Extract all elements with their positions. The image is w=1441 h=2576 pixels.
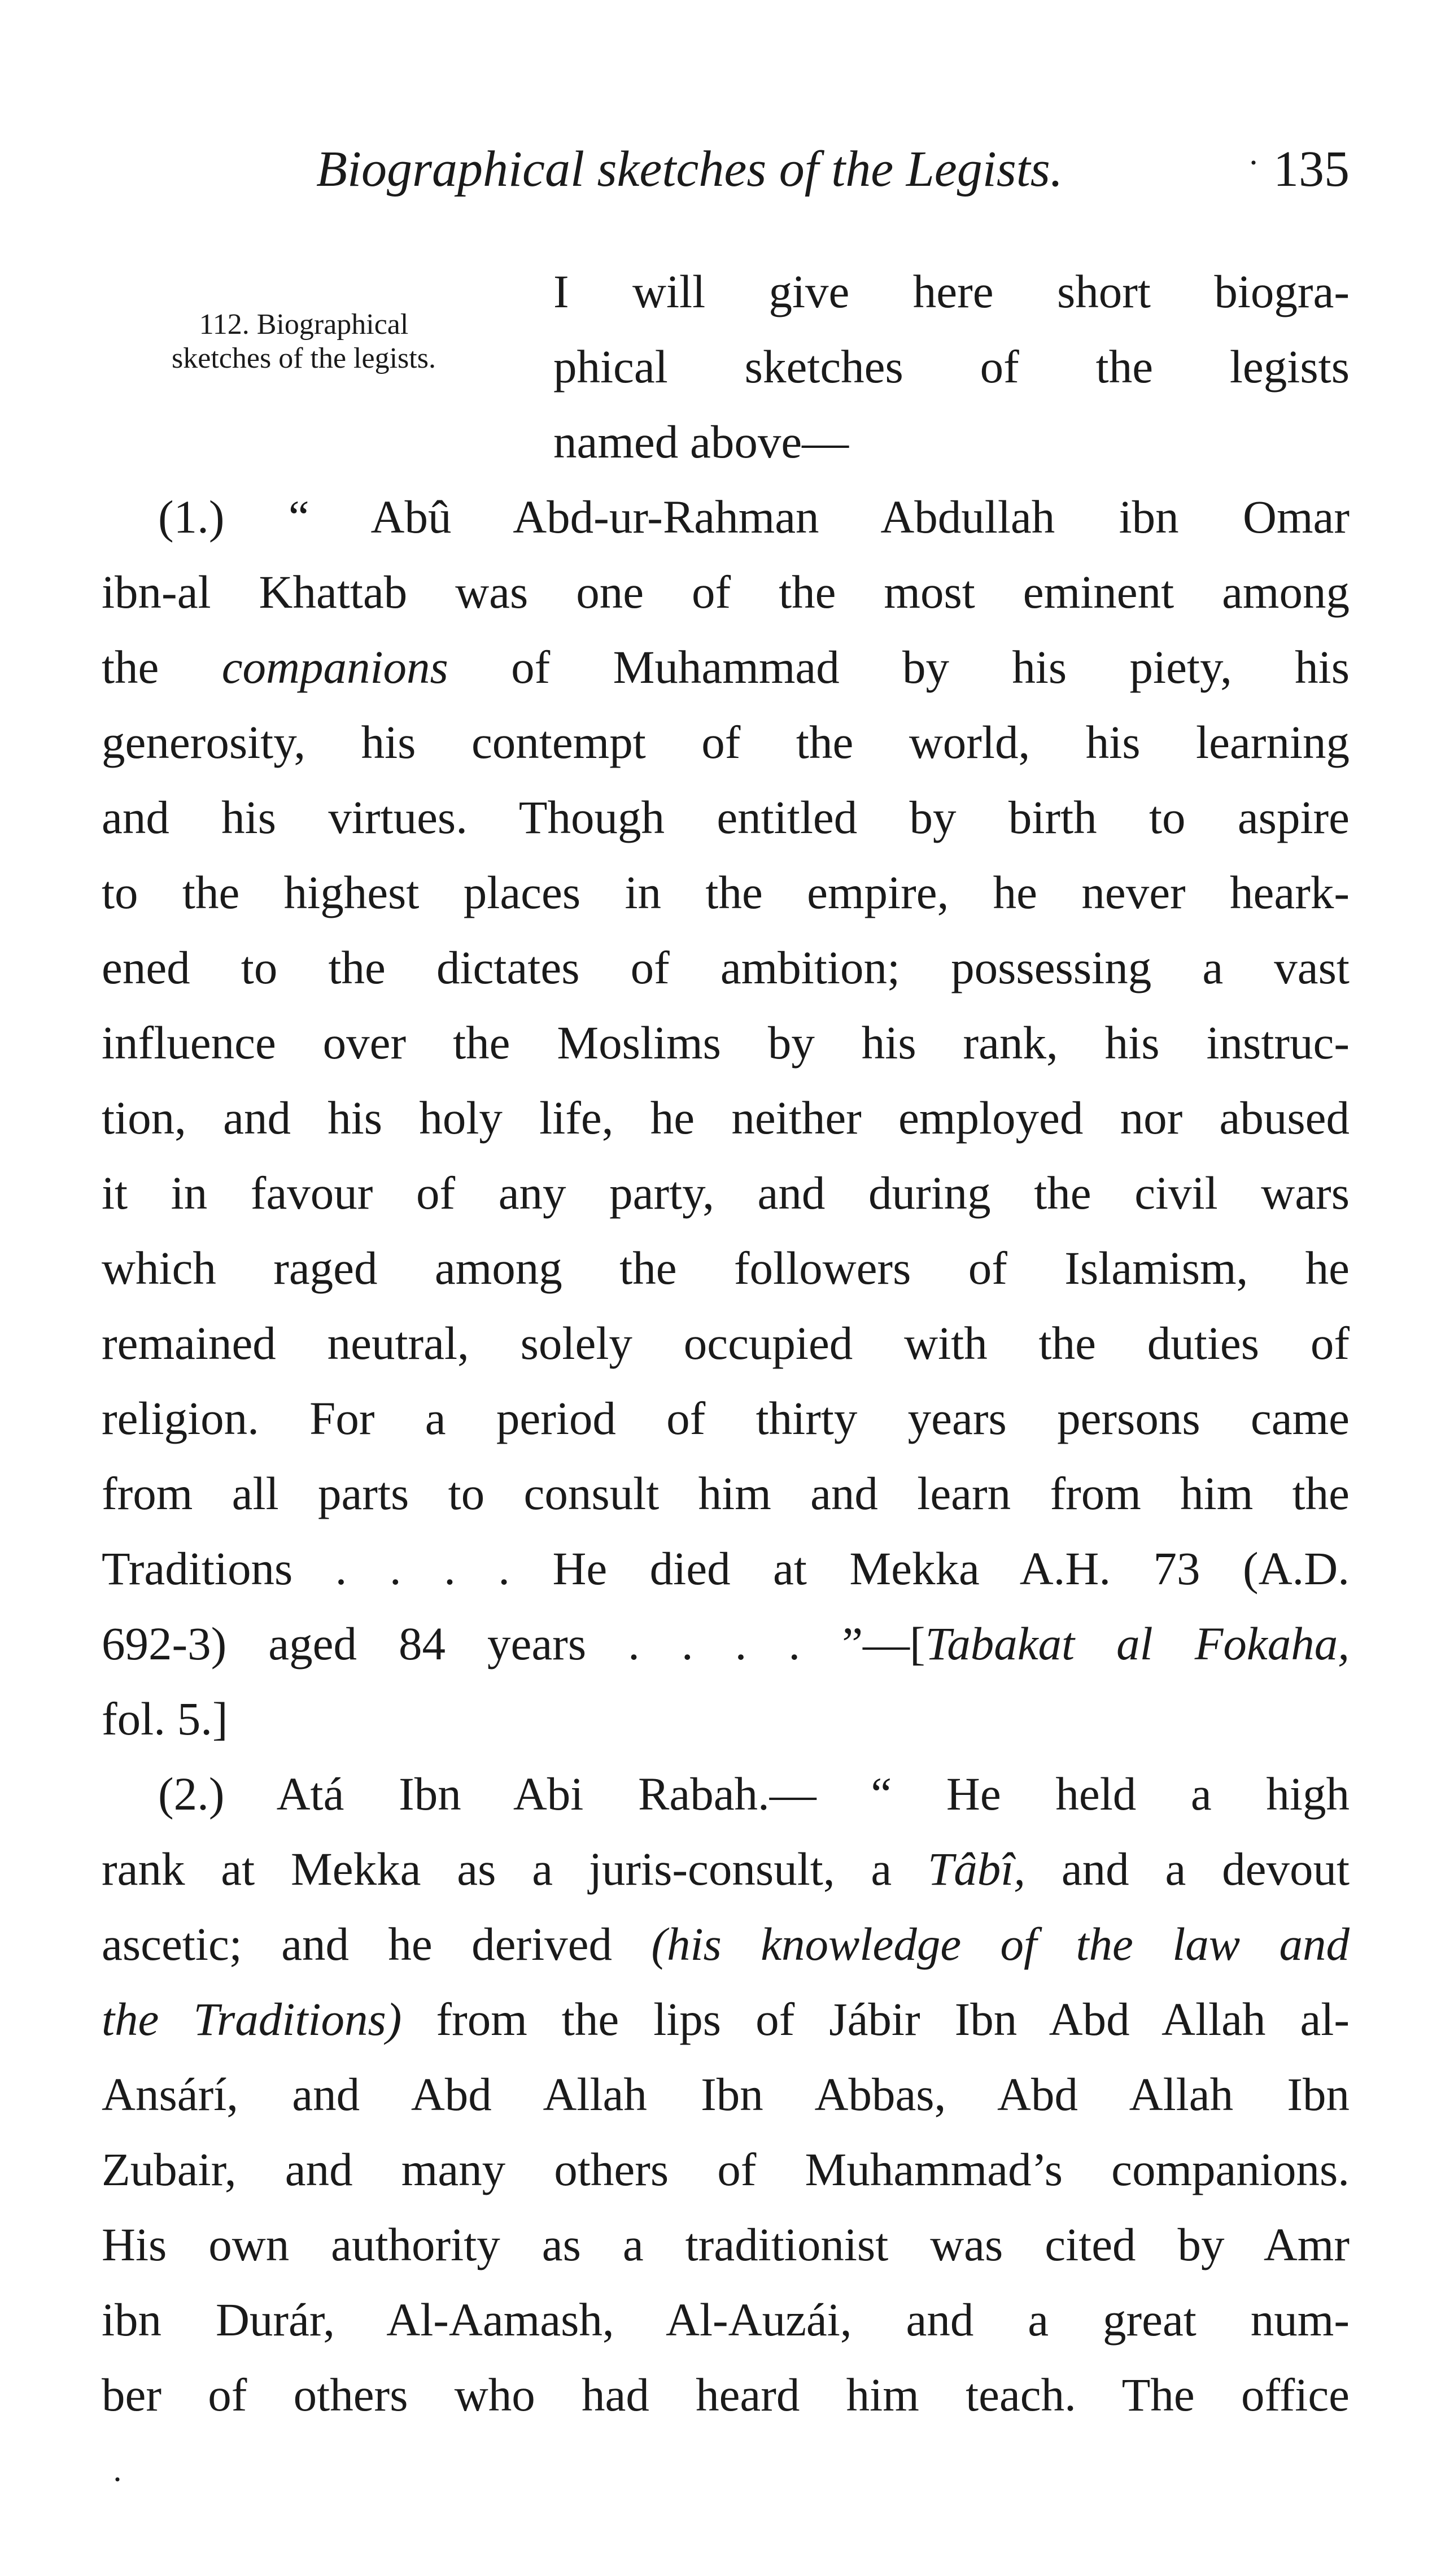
para1-line: remained neutral, solely occupied with the duties of bbox=[102, 1317, 1350, 1369]
sidenote-line: sketches of the legists. bbox=[172, 342, 436, 374]
intro-line: named above— bbox=[553, 416, 849, 468]
para2-line bbox=[102, 1832, 1350, 1907]
para1-line bbox=[102, 1606, 1350, 1681]
para1-line: generosity, his contempt of the world, his learning bbox=[102, 716, 1350, 768]
italic-term: companions bbox=[221, 641, 448, 693]
para1-line: ened to the dictates of ambition; possessing a vast bbox=[102, 942, 1350, 993]
para1-line: from all parts to consult him and learn from him the bbox=[102, 1467, 1350, 1519]
para2-line: Ansárí, and Abd Allah Ibn Abbas, Abd Allah Ibn bbox=[102, 2068, 1350, 2120]
page-header bbox=[316, 136, 1350, 203]
para2-line bbox=[102, 1907, 1350, 1982]
italic-phrase: (his knowledge of the law and bbox=[651, 1918, 1350, 1970]
para2-line bbox=[102, 1982, 1350, 2057]
para2-line: Zubair, and many others of Muhammad’s companions. bbox=[102, 2143, 1350, 2195]
para1-line: ibn-al Khattab was one of the most eminent among bbox=[102, 566, 1350, 618]
sidenote-line: 112. Biographical bbox=[199, 308, 409, 341]
para1-line: fol. 5.] bbox=[102, 1693, 228, 1745]
italic-term: Tâbî, bbox=[928, 1843, 1026, 1895]
para1-line: (1.) “ Abû Abd-ur-Rahman Abdullah ibn Omar bbox=[158, 491, 1350, 543]
para2-line: ibn Durár, Al-Aamash, Al-Auzái, and a great num- bbox=[102, 2294, 1350, 2346]
para1-line: influence over the Moslims by his rank, his instruc- bbox=[102, 1017, 1350, 1069]
text-run: from the lips of Jábir Ibn Abd Allah al- bbox=[401, 1993, 1350, 2045]
para1-line: Traditions . . . . He died at Mekka A.H. 73 (A.D. bbox=[102, 1542, 1350, 1594]
para2-line: His own authority as a traditionist was cited by Amr bbox=[102, 2218, 1350, 2270]
para1-line: religion. For a period of thirty years persons came bbox=[102, 1392, 1350, 1444]
para1-line: it in favour of any party, and during the civil wars bbox=[102, 1167, 1350, 1219]
para1-line bbox=[102, 630, 1350, 705]
stray-mark: · bbox=[1248, 144, 1259, 181]
footer-mark: · bbox=[112, 2461, 123, 2498]
para1-line: to the highest places in the empire, he never heark- bbox=[102, 866, 1350, 918]
para2-line: (2.) Atá Ibn Abi Rabah.— “ He held a high bbox=[158, 1768, 1350, 1820]
text-run: ascetic; and he derived bbox=[102, 1918, 652, 1970]
body-text bbox=[102, 254, 1350, 2433]
page-number: 135 bbox=[1273, 141, 1350, 197]
intro-line: phical sketches of the legists bbox=[553, 341, 1350, 393]
para1-line: and his virtues. Though entitled by birth to aspire bbox=[102, 791, 1350, 843]
text-run: 692-3) aged 84 years . . . . ”—[ bbox=[102, 1618, 925, 1670]
text-run: rank at Mekka as a juris-consult, a bbox=[102, 1843, 928, 1895]
text-run: of Muhammad by his piety, his bbox=[448, 641, 1350, 693]
italic-citation: Tabakat al Fokaha, bbox=[925, 1618, 1350, 1670]
italic-phrase: the Traditions) bbox=[102, 1993, 402, 2045]
para1-line: tion, and his holy life, he neither employed nor abused bbox=[102, 1092, 1350, 1144]
para2-line: ber of others who had heard him teach. The office bbox=[102, 2369, 1350, 2421]
para1-line: which raged among the followers of Islamism, he bbox=[102, 1242, 1350, 1294]
running-title: Biographical sketches of the Legists. bbox=[316, 141, 1063, 197]
text-run: the bbox=[102, 641, 222, 693]
intro-line: I will give here short biogra- bbox=[553, 265, 1350, 317]
text-run: and a devout bbox=[1025, 1843, 1350, 1895]
